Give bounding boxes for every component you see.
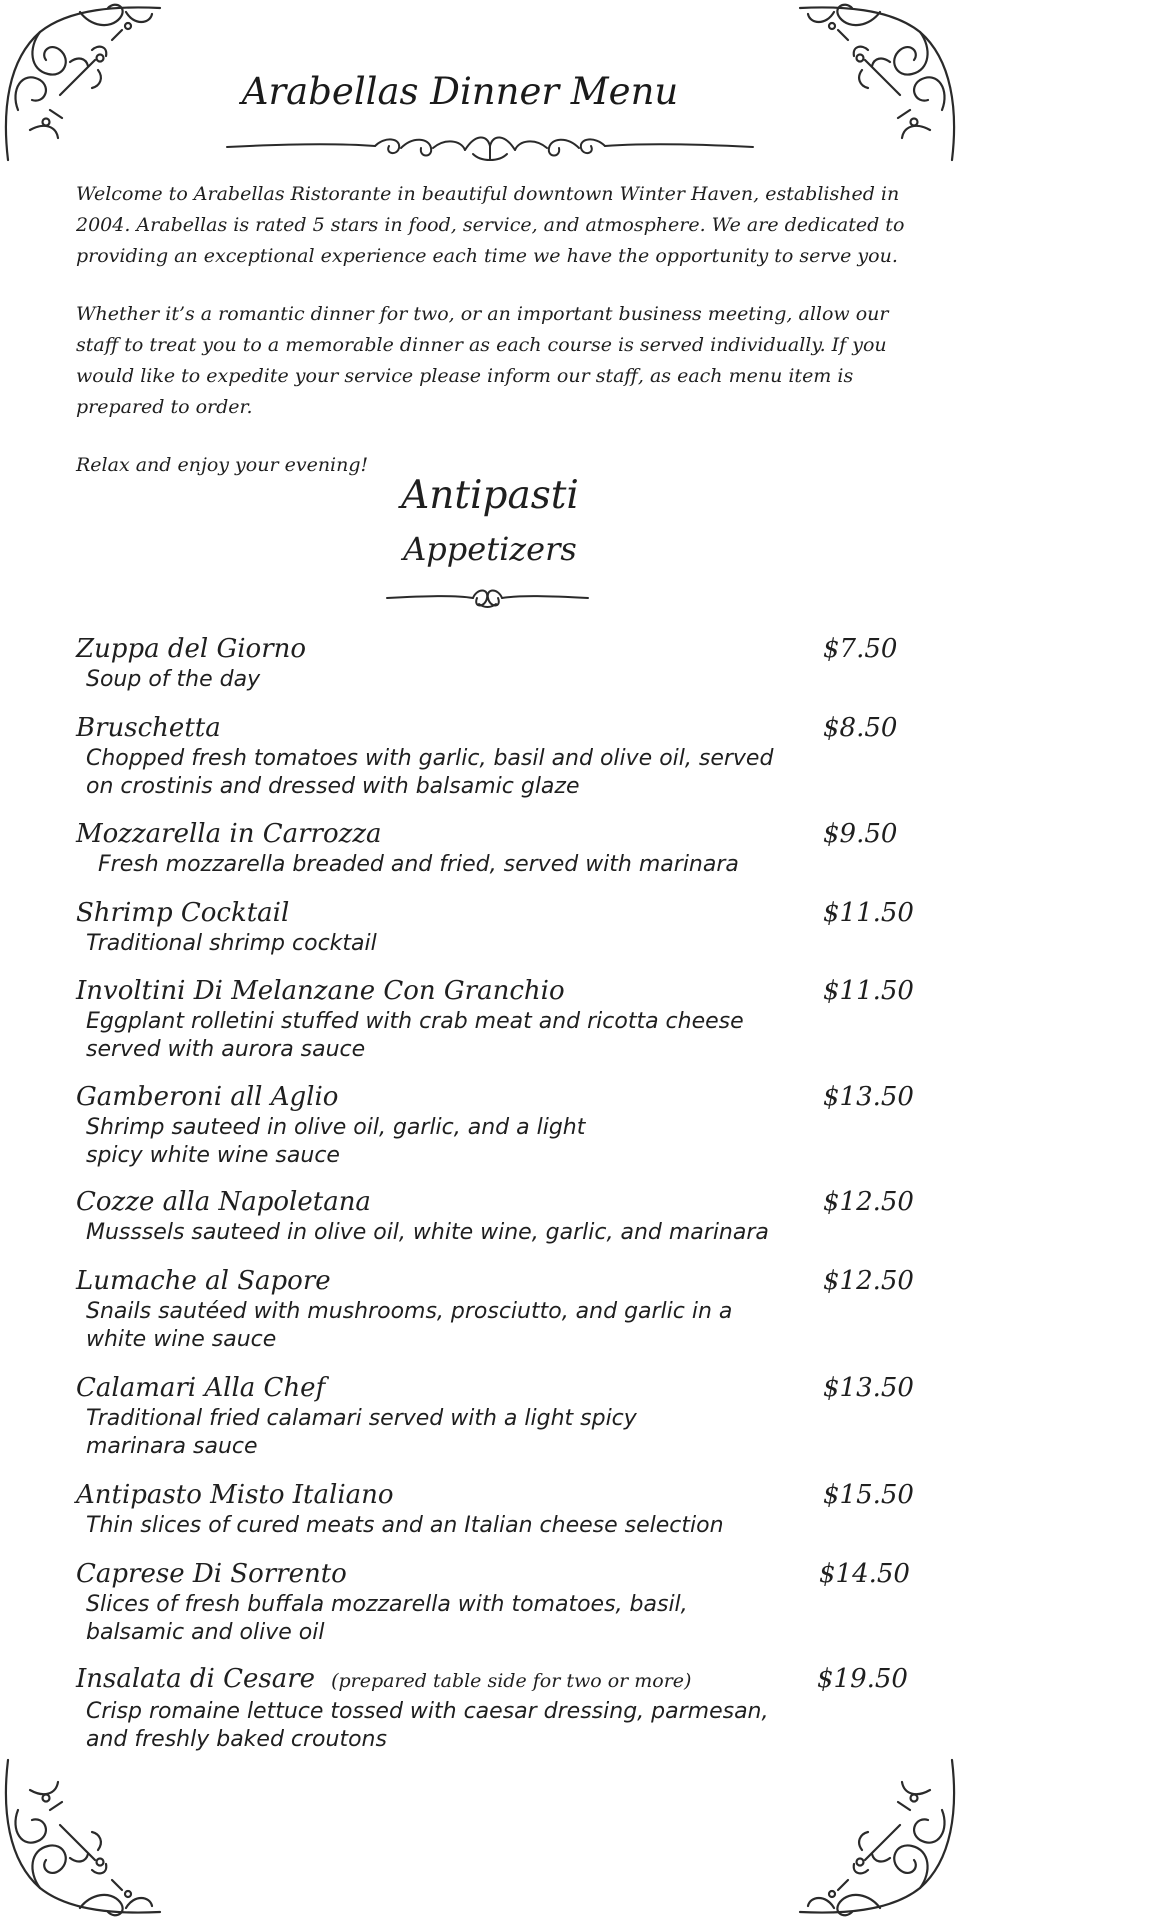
- item-name: Antipasto Misto Italiano: [76, 1480, 394, 1510]
- title-divider-flourish: [225, 126, 755, 168]
- item-description: Soup of the day: [86, 667, 261, 692]
- item-price: $13.50: [823, 1373, 914, 1403]
- menu-item: [76, 1557, 916, 1647]
- corner-ornament-top-right: [795, 0, 960, 165]
- item-description: Musssels sauteed in olive oil, white wine, garlic, and marinara: [86, 1220, 769, 1245]
- item-description: Crisp romaine lettuce tossed with caesar dressing, parmesan, and freshly baked croutons: [86, 1699, 769, 1752]
- menu-item: [76, 1371, 916, 1461]
- intro-text: [76, 179, 916, 508]
- menu-item: [76, 711, 916, 801]
- item-description: Fresh mozzarella breaded and fried, served with marinara: [98, 852, 739, 877]
- intro-paragraph-service: Whether it’s a romantic dinner for two, or an important business meeting, allow our staff to treat you to a memorable dinner as each course is served individually. If you would like to expedite your service please inform our staff, as each menu item is prepared to order.: [76, 303, 889, 418]
- item-price: $9.50: [823, 819, 898, 849]
- menu-title: Arabellas Dinner Menu: [241, 70, 679, 113]
- item-price: $11.50: [823, 898, 914, 928]
- item-description: Eggplant rolletini stuffed with crab meat and ricotta cheese served with aurora sauce: [86, 1009, 744, 1062]
- menu-item: [76, 1662, 916, 1754]
- item-name: Insalata di Cesare: [76, 1664, 316, 1694]
- item-description: Shrimp sauteed in olive oil, garlic, and a light spicy white wine sauce: [86, 1115, 586, 1168]
- menu-item: [76, 896, 916, 958]
- intro-paragraph-welcome: Welcome to Arabellas Ristorante in beautiful downtown Winter Haven, established in 2004. Arabellas is rated 5 stars in food, service, and atmosphere. We are dedicated to providing an exceptional experience each time we have the opportunity to serve you.: [76, 183, 905, 267]
- item-price: $14.50: [819, 1559, 910, 1589]
- item-price: $13.50: [823, 1082, 914, 1112]
- corner-ornament-top-left: [0, 0, 165, 165]
- item-price: $12.50: [823, 1187, 914, 1217]
- menu-item: [76, 1080, 916, 1170]
- corner-ornament-bottom-right: [795, 1755, 960, 1920]
- menu-item: [76, 1185, 916, 1247]
- intro-paragraph-relax: Relax and enjoy your evening!: [76, 454, 369, 476]
- item-price: $8.50: [823, 713, 898, 743]
- item-price: $15.50: [823, 1480, 914, 1510]
- item-price: $12.50: [823, 1266, 914, 1296]
- menu-item: [76, 974, 916, 1064]
- item-description: Chopped fresh tomatoes with garlic, basil and olive oil, served on crostinis and dressed with balsamic glaze: [86, 746, 774, 799]
- corner-ornament-bottom-left: [0, 1755, 165, 1920]
- item-name: Involtini Di Melanzane Con Granchio: [76, 976, 565, 1006]
- item-name: Calamari Alla Chef: [76, 1373, 326, 1403]
- item-name: Bruschetta: [76, 713, 221, 743]
- menu-item: [76, 1264, 916, 1354]
- item-description: Traditional shrimp cocktail: [86, 931, 377, 956]
- item-price: $19.50: [817, 1664, 908, 1694]
- item-note: (prepared table side for two or more): [331, 1670, 692, 1692]
- item-description: Slices of fresh buffala mozzarella with tomatoes, basil, balsamic and olive oil: [86, 1592, 688, 1645]
- item-name: Zuppa del Giorno: [76, 634, 307, 664]
- menu-item: [76, 1478, 916, 1540]
- item-name: Cozze alla Napoletana: [76, 1187, 371, 1217]
- item-name: Shrimp Cocktail: [76, 898, 290, 928]
- item-description: Thin slices of cured meats and an Italian cheese selection: [86, 1513, 724, 1538]
- item-name: Mozzarella in Carrozza: [76, 819, 382, 849]
- section-title: Antipasti: [401, 473, 579, 518]
- item-name: Caprese Di Sorrento: [76, 1559, 347, 1589]
- section-divider-flourish: [385, 586, 590, 610]
- item-name: Gamberoni all Aglio: [76, 1082, 339, 1112]
- section-subtitle: Appetizers: [403, 530, 577, 568]
- menu-item: [76, 632, 916, 694]
- item-description: Snails sautéed with mushrooms, prosciutto, and garlic in a white wine sauce: [86, 1299, 733, 1352]
- menu-item: [76, 817, 916, 879]
- item-description: Traditional fried calamari served with a light spicy marinara sauce: [86, 1406, 637, 1459]
- item-name: Lumache al Sapore: [76, 1266, 331, 1296]
- item-price: $7.50: [823, 634, 898, 664]
- item-price: $11.50: [823, 976, 914, 1006]
